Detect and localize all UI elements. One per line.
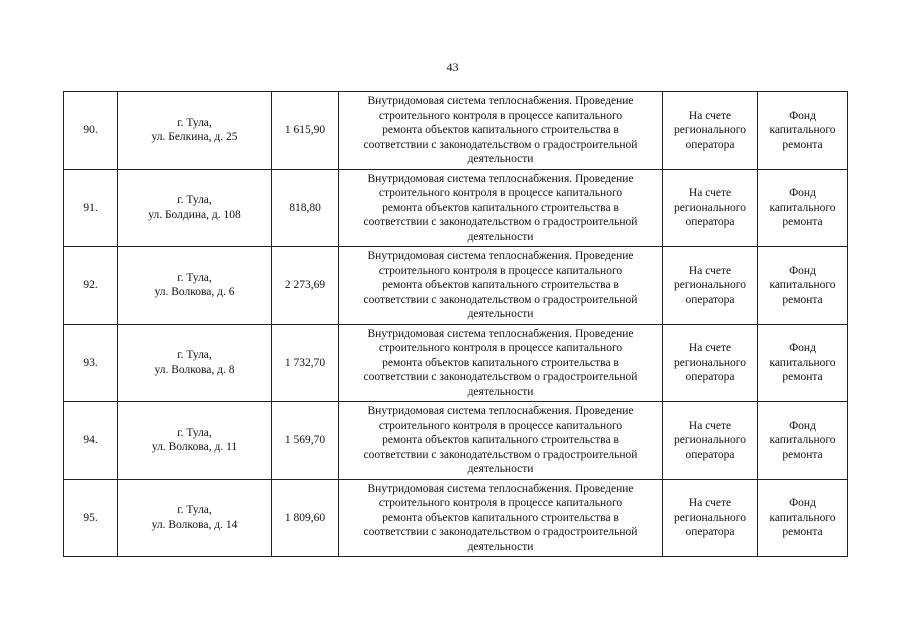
account-line: оператора [685, 293, 735, 306]
work-description-line: соответствии с законодательством о градостроительной [363, 138, 638, 151]
address-cell [118, 169, 272, 247]
address-cell [118, 324, 272, 402]
cost-cell [272, 92, 339, 170]
cost-value: 1 809,60 [284, 511, 326, 524]
funding-source-line: капитального [769, 356, 836, 369]
account-line: На счете [688, 497, 732, 509]
funding-source-line: ремонта [782, 293, 823, 306]
work-description-line: соответствии с законодательством о градостроительной [363, 371, 638, 383]
work-description-cell [339, 247, 663, 325]
account-line: оператора [685, 448, 735, 461]
address-street: ул. Белкина, д. 25 [151, 131, 238, 144]
address-city: г. Тула, [177, 194, 212, 207]
address-cell [118, 402, 272, 480]
address-street: ул. Волкова, д. 8 [154, 363, 235, 376]
account-cell [663, 247, 758, 325]
work-description-line: соответствии с законодательством о градостроительной [363, 448, 638, 461]
funding-source-cell [758, 402, 848, 480]
cost-cell [272, 169, 339, 247]
account-cell [663, 92, 758, 170]
address-street: ул. Болдина, д. 108 [148, 208, 241, 221]
funding-source-line: капитального [769, 434, 836, 446]
account-cell [663, 479, 758, 557]
cost-value: 818,80 [289, 201, 321, 214]
funding-source-cell [758, 92, 848, 170]
funding-source-line: капитального [769, 279, 836, 291]
cost-value: 1 615,90 [284, 124, 326, 136]
work-description-line: соответствии с законодательством о градостроительной [363, 293, 638, 306]
row-number: 92. [83, 279, 98, 291]
work-description-line: ремонта объектов капитального строительства в [382, 279, 619, 291]
account-line: регионального [674, 201, 746, 214]
work-description-line: соответствии с законодательством о градостроительной [363, 526, 638, 538]
work-description-cell [339, 324, 663, 402]
account-line: регионального [674, 511, 746, 524]
work-description-cell [339, 402, 663, 480]
work-description-line: Внутридомовая система теплоснабжения. Проведение [367, 95, 634, 107]
address-city: г. Тула, [177, 504, 212, 517]
funding-source-line: капитального [769, 124, 836, 136]
table-row [64, 169, 848, 247]
row-number-cell [64, 169, 118, 247]
page-number: 43 [446, 60, 459, 74]
account-line: На счете [688, 342, 732, 354]
account-line: На счете [688, 109, 732, 122]
row-number-cell [64, 479, 118, 557]
work-description-line: Внутридомовая система теплоснабжения. Проведение [367, 172, 634, 185]
cost-cell [272, 247, 339, 325]
work-description-cell [339, 169, 663, 247]
row-number-cell [64, 402, 118, 480]
work-description-line: ремонта объектов капитального строительства в [382, 356, 619, 369]
row-number-cell [64, 92, 118, 170]
funding-source-line: ремонта [782, 138, 823, 151]
table-row [64, 247, 848, 325]
funding-source-line: Фонд [789, 342, 816, 354]
register-table [63, 91, 848, 557]
work-description-line: строительного контроля в процессе капитального [378, 109, 623, 122]
account-line: На счете [688, 419, 732, 432]
cost-value: 1 569,70 [284, 434, 326, 446]
work-description-line: строительного контроля в процессе капитального [378, 264, 623, 277]
funding-source-line: Фонд [789, 419, 816, 432]
account-line: регионального [674, 434, 746, 446]
table-body [64, 92, 848, 557]
account-cell [663, 324, 758, 402]
account-line: регионального [674, 356, 746, 369]
funding-source-cell [758, 169, 848, 247]
address-street: ул. Волкова, д. 14 [151, 518, 238, 531]
work-description-line: деятельности [467, 463, 534, 475]
work-description-line: строительного контроля в процессе капитального [378, 497, 623, 509]
work-description-line: ремонта объектов капитального строительства в [382, 124, 619, 136]
account-line: оператора [685, 216, 735, 228]
address-cell [118, 479, 272, 557]
address-street: ул. Волкова, д. 11 [151, 441, 238, 454]
account-line: регионального [674, 279, 746, 291]
account-line: оператора [685, 526, 735, 538]
address-cell [118, 92, 272, 170]
work-description-cell [339, 479, 663, 557]
work-description-line: деятельности [467, 385, 534, 398]
account-line: регионального [674, 124, 746, 136]
work-description-line: Внутридомовая система теплоснабжения. Проведение [367, 327, 634, 340]
funding-source-line: Фонд [789, 264, 816, 277]
funding-source-line: Фонд [789, 187, 816, 199]
work-description-line: строительного контроля в процессе капитального [378, 187, 623, 199]
work-description-line: ремонта объектов капитального строительства в [382, 201, 619, 214]
cost-value: 1 732,70 [284, 356, 326, 369]
funding-source-line: Фонд [789, 109, 816, 122]
account-line: оператора [685, 371, 735, 383]
row-number: 91. [83, 201, 98, 214]
row-number: 90. [83, 124, 98, 136]
funding-source-line: ремонта [782, 371, 823, 383]
cost-cell [272, 402, 339, 480]
address-city: г. Тула, [177, 426, 212, 439]
funding-source-line: капитального [769, 201, 836, 214]
work-description-line: деятельности [467, 308, 534, 320]
work-description-line: ремонта объектов капитального строительства в [382, 434, 619, 446]
funding-source-cell [758, 247, 848, 325]
cost-cell [272, 324, 339, 402]
funding-source-line: Фонд [789, 497, 816, 509]
work-description-line: ремонта объектов капитального строительства в [382, 511, 619, 524]
row-number: 95. [83, 511, 98, 524]
funding-source-line: ремонта [782, 448, 823, 461]
row-number-cell [64, 247, 118, 325]
funding-source-cell [758, 479, 848, 557]
address-cell [118, 247, 272, 325]
work-description-line: строительного контроля в процессе капитального [378, 342, 623, 354]
work-description-line: деятельности [467, 230, 534, 243]
work-description-line: Внутридомовая система теплоснабжения. Проведение [367, 405, 634, 417]
account-cell [663, 169, 758, 247]
work-description-line: Внутридомовая система теплоснабжения. Проведение [367, 250, 634, 262]
row-number: 94. [83, 434, 98, 446]
funding-source-line: ремонта [782, 216, 823, 228]
cost-cell [272, 479, 339, 557]
work-description-line: деятельности [467, 153, 534, 165]
address-street: ул. Волкова, д. 6 [154, 286, 235, 299]
work-description-line: деятельности [467, 540, 534, 553]
table-row [64, 479, 848, 557]
table-row [64, 324, 848, 402]
account-line: На счете [688, 264, 732, 277]
row-number-cell [64, 324, 118, 402]
work-description-line: Внутридомовая система теплоснабжения. Проведение [367, 482, 634, 495]
work-description-line: строительного контроля в процессе капитального [378, 419, 623, 432]
table-row [64, 402, 848, 480]
address-city: г. Тула, [177, 349, 212, 362]
cost-value: 2 273,69 [284, 279, 326, 291]
work-description-cell [339, 92, 663, 170]
row-number: 93. [83, 356, 98, 369]
table-row [64, 92, 848, 170]
funding-source-line: ремонта [782, 526, 823, 538]
address-city: г. Тула, [177, 116, 212, 129]
account-cell [663, 402, 758, 480]
account-line: На счете [688, 187, 732, 199]
work-description-line: соответствии с законодательством о градостроительной [363, 216, 638, 228]
account-line: оператора [685, 138, 735, 151]
funding-source-cell [758, 324, 848, 402]
address-city: г. Тула, [177, 271, 212, 284]
funding-source-line: капитального [769, 511, 836, 524]
